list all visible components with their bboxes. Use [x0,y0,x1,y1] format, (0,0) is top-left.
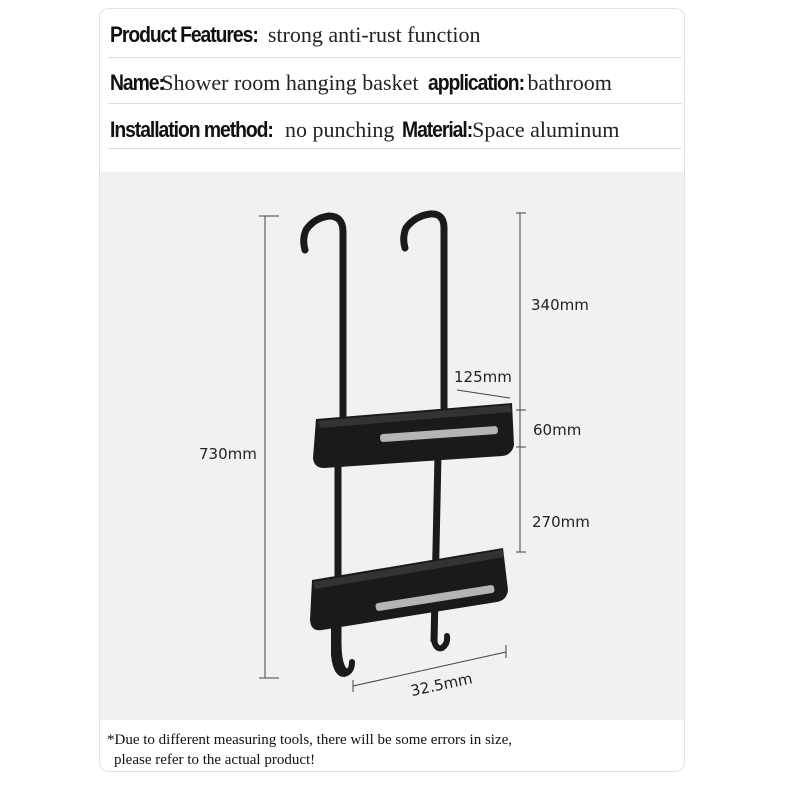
name-row [110,70,684,96]
depth-line [457,390,510,398]
disclaimer [107,730,512,770]
installation-value: no punching [285,117,395,142]
basket-illustration [100,172,684,720]
width-text: 32.5mm [408,669,474,701]
application-label: application: [428,70,525,95]
material-value: Space aluminum [472,117,620,142]
application-value: bathroom [527,70,612,95]
left-hook-rod [304,216,343,425]
disclaimer-line-2: please refer to the actual product! [114,752,316,768]
disclaimer-line-1: *Due to different measuring tools, there will be some errors in size, [107,732,513,748]
divider [108,103,682,104]
material-label: Material: [402,117,473,142]
name-value: Shower room hanging basket [161,70,419,95]
total-height-text: 730mm [199,445,257,463]
hook-height-text: 340mm [531,296,589,314]
right-bottom-hook [434,610,447,648]
product-photo [100,172,684,720]
features-row [110,22,684,48]
features-label: Product Features: [110,22,258,47]
right-hook-rod [404,214,444,420]
divider [108,57,682,58]
depth-text: 125mm [454,368,512,386]
left-lower-rod [338,465,346,672]
basket-height-text: 60mm [533,421,582,439]
features-value: strong anti-rust function [267,22,481,47]
divider [108,148,682,149]
installation-row [110,117,684,143]
name-label: Name: [110,70,164,95]
gap-text: 270mm [532,513,590,531]
installation-label: Installation method: [110,117,273,142]
